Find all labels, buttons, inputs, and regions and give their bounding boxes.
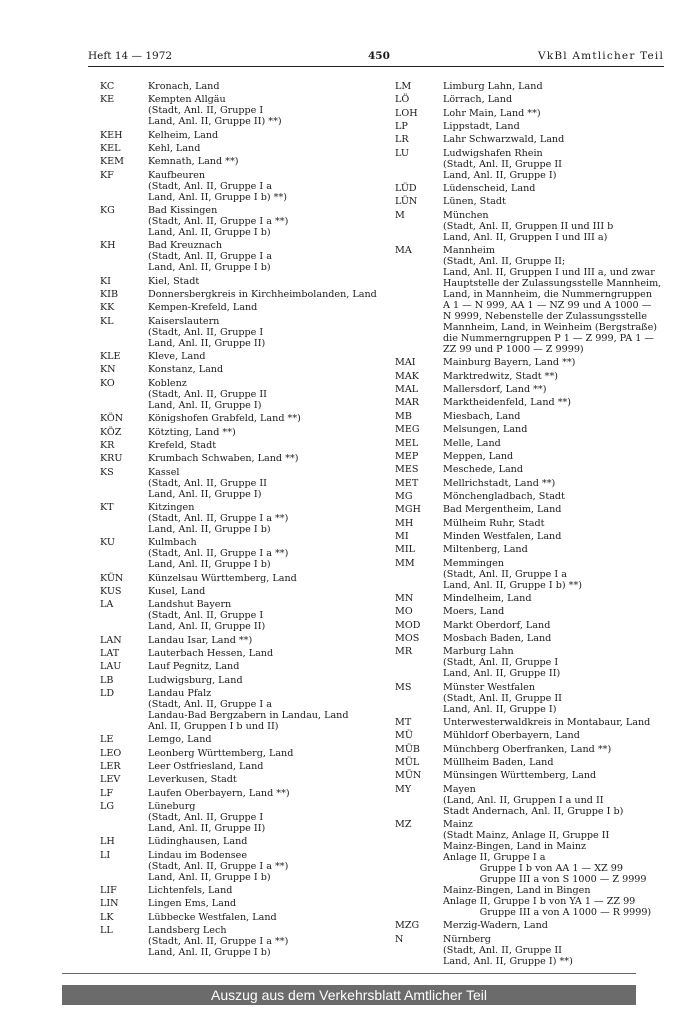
list-item [100,413,380,424]
district-description: Moers, Land [443,606,505,618]
district-description: Mallersdorf, Land **) [443,384,547,396]
district-description: Lünen, Stadt [443,196,506,208]
district-description: Lauf Pegnitz, Land [148,661,240,673]
registration-code: MET [395,477,419,489]
list-item [100,364,380,375]
district-description: Lüneburg (Stadt, Anl. II, Gruppe I Land, Anl. II, Gruppe II) [148,801,266,835]
list-item [100,586,380,597]
registration-code: MÜB [395,743,420,755]
district-description: Lahr Schwarzwald, Land [443,134,565,146]
district-description: Mülheim Ruhr, Stadt [443,517,545,529]
list-item [100,774,380,785]
registration-code: KÜN [100,572,124,584]
registration-code: LF [100,787,114,799]
district-description: Bad Kreuznach (Stadt, Anl. II, Gruppe I a Land, Anl. II, Gruppe I b) [148,240,272,274]
list-item [100,573,380,584]
district-description: Meschede, Land [443,464,523,476]
list-item [100,734,380,745]
list-item [100,537,380,570]
registration-code: MÜ [395,730,413,742]
registration-code: MI [395,530,409,542]
district-description: Kusel, Land [148,585,206,597]
district-description: Landshut Bayern (Stadt, Anl. II, Gruppe I Land, Anl. II, Gruppe II) [148,599,266,633]
list-item [100,427,380,438]
list-item [395,210,665,243]
district-description: Krumbach Schwaben, Land **) [148,453,299,465]
district-description: Kronach, Land [148,81,220,92]
registration-code: MOS [395,632,420,644]
district-description: Leer Ostfriesland, Land [148,761,264,772]
district-description: Lemgo, Land [148,734,212,746]
district-description: Unterwesterwaldkreis in Montabaur, Land [443,717,651,728]
district-description: Leverkusen, Stadt [148,774,237,786]
registration-code: LOH [395,107,418,119]
list-item [100,289,380,300]
list-item [100,440,380,451]
registration-code: MS [395,681,412,693]
list-item [100,850,380,883]
list-item [395,593,665,604]
list-item [395,770,665,781]
list-item [100,378,380,411]
registration-code: LAT [100,647,120,659]
list-item [100,467,380,500]
registration-code: KH [100,240,116,252]
list-item [100,761,380,772]
list-item [395,544,665,555]
registration-code: MIL [395,544,415,556]
list-item [395,183,665,194]
district-description: Lichtenfels, Land [148,885,233,897]
district-description: Kitzingen (Stadt, Anl. II, Gruppe I a **) Land, Anl. II, Gruppe I b) [148,501,289,535]
registration-code: MN [395,592,414,604]
list-item [100,351,380,362]
registration-code: MÜN [395,770,422,782]
district-description: Kehl, Land [148,143,201,155]
list-item [100,156,380,167]
registration-code: MO [395,606,413,618]
issue-label: Heft 14 — 1972 [88,50,173,62]
district-description: Konstanz, Land [148,364,224,376]
registration-code: MEP [395,450,419,462]
district-description: Markt Oberdorf, Land [443,619,551,631]
list-item [100,599,380,632]
district-description: Müllheim Baden, Land [443,757,554,769]
registration-code: LÖ [395,94,410,106]
registration-code: LK [100,911,114,923]
registration-code: MAL [395,384,419,396]
district-description: Lingen Ems, Land [148,898,237,910]
district-description: Kiel, Stadt [148,275,200,287]
district-description: Landau Isar, Land **) [148,634,253,646]
registration-code: MAR [395,397,419,409]
district-description: Kempen-Krefeld, Land [148,302,258,314]
district-description: Bad Kissingen (Stadt, Anl. II, Gruppe I a **) Land, Anl. II, Gruppe I b) [148,205,289,239]
registration-code: LL [100,925,113,937]
district-description: Lüdenscheid, Land [443,183,536,195]
list-item [100,635,380,646]
registration-code: LA [100,599,114,611]
registration-code: KU [100,537,115,549]
registration-code: LB [100,674,114,686]
list-item [395,397,665,408]
registration-code: KLE [100,351,121,363]
list-item [395,558,665,591]
district-description: Münsingen Württemberg, Land [443,770,597,782]
footer-rule [62,973,636,974]
district-description: Kempten Allgäu (Stadt, Anl. II, Gruppe I Land, Anl. II, Gruppe II) **) [148,94,282,128]
list-item [395,451,665,462]
registration-code: MB [395,410,412,422]
registration-code: MM [395,557,415,569]
list-item [395,518,665,529]
list-item [100,276,380,287]
list-item [100,453,380,464]
list-item [395,94,665,105]
list-item [395,134,665,145]
registration-code: KUS [100,585,122,597]
registration-code: KL [100,315,114,327]
district-description: Münchberg Oberfranken, Land **) [443,743,612,755]
district-description: Ludwigsburg, Land [148,674,243,686]
list-item [395,784,665,817]
district-description: Mindelheim, Land [443,592,532,604]
page-header [88,50,664,66]
registration-code: MOD [395,619,421,631]
district-description: Miesbach, Land [443,410,521,422]
registration-code: MÜL [395,757,420,769]
list-item [395,819,665,918]
registration-code: KEL [100,143,121,155]
left-column [100,81,380,960]
district-description: Landsberg Lech (Stadt, Anl. II, Gruppe I a **) Land, Anl. II, Gruppe I b) [148,925,289,959]
list-item [100,748,380,759]
district-description: Kleve, Land [148,351,206,363]
district-description: Merzig-Wadern, Land [443,920,548,932]
district-description: Laufen Oberbayern, Land **) [148,787,290,799]
district-description: Meppen, Land [443,450,514,462]
registration-code: LÜN [395,196,418,208]
list-item [395,531,665,542]
list-item [100,675,380,686]
list-item [100,648,380,659]
registration-code: KO [100,377,115,389]
list-item [100,836,380,847]
district-description: Künzelsau Württemberg, Land [148,572,297,584]
district-description: Nürnberg (Stadt, Anl. II, Gruppe II Land, Anl. II, Gruppe I) **) [443,933,573,967]
list-item [100,912,380,923]
registration-code: KEM [100,156,124,168]
district-description: Mainburg Bayern, Land **) [443,357,576,369]
district-description: Mayen (Land, Anl. II, Gruppen I a und II Stadt Andernach, Anl. II, Gruppe I b) [443,783,624,817]
district-description: Melle, Land [443,437,501,449]
district-description: Donnersbergkreis in Kirchheimbolanden, Land [148,289,377,301]
list-item [395,620,665,631]
registration-code: KC [100,81,115,92]
list-item [395,504,665,515]
district-description: Lauterbach Hessen, Land [148,647,274,659]
district-description: München (Stadt, Anl. II, Gruppen II und III b Land, Anl. II, Gruppen I und III a) [443,209,614,243]
list-item [395,730,665,741]
registration-code: MES [395,464,419,476]
list-item [395,920,665,931]
district-description: Memmingen (Stadt, Anl. II, Gruppe I a Land, Anl. II, Gruppe I b) **) [443,557,583,591]
district-description: Mellrichstadt, Land **) [443,477,556,489]
list-item [395,478,665,489]
list-item [395,491,665,502]
district-description: Bad Mergentheim, Land [443,504,562,516]
list-item [100,302,380,313]
registration-code: KÖZ [100,426,122,438]
registration-code: LER [100,761,121,772]
registration-code: KS [100,466,114,478]
list-item [395,646,665,679]
registration-code: LAN [100,634,122,646]
list-item [395,245,665,355]
registration-code: MA [395,245,412,257]
district-description: Kötzting, Land **) [148,426,236,438]
district-description: Lörrach, Land [443,94,513,106]
list-item [395,148,665,181]
list-item [100,205,380,238]
registration-code: LH [100,836,115,848]
list-item [100,898,380,909]
district-description: Marktredwitz, Stadt **) [443,370,559,382]
district-description: Koblenz (Stadt, Anl. II, Gruppe II Land, Anl. II, Gruppe I) [148,377,267,411]
district-description: Leonberg Württemberg, Land [148,747,294,759]
registration-code: MAK [395,370,419,382]
district-description: Mühldorf Oberbayern, Land [443,730,580,742]
list-item [100,502,380,535]
district-description: Lübbecke Westfalen, Land [148,911,277,923]
registration-code: LM [395,81,412,92]
registration-code: LIN [100,898,119,910]
list-item [395,357,665,368]
list-item [395,717,665,728]
district-description: Kemnath, Land **) [148,156,239,168]
publication-title: VkBl Amtlicher Teil [538,50,664,62]
list-item [395,682,665,715]
district-description: Marktheidenfeld, Land **) [443,397,572,409]
district-description: Lippstadt, Land [443,121,520,133]
registration-code: LIF [100,885,117,897]
registration-code: MR [395,646,413,658]
list-item [100,801,380,834]
list-item [100,788,380,799]
registration-code: MY [395,783,412,795]
district-description: Miltenberg, Land [443,544,528,556]
list-item [100,925,380,958]
registration-code: LEO [100,747,122,759]
district-description: Limburg Lahn, Land [443,81,543,92]
registration-code: KE [100,94,115,106]
district-description: Kelheim, Land [148,129,219,141]
registration-code: KT [100,501,114,513]
registration-code: MT [395,717,412,728]
district-description: Mosbach Baden, Land [443,632,552,644]
registration-code: KIB [100,289,119,301]
right-column [395,81,665,969]
page-number: 450 [368,50,390,62]
list-item [395,196,665,207]
list-item [395,411,665,422]
registration-code: LE [100,734,114,746]
registration-code: KÖN [100,413,124,425]
list-item [395,371,665,382]
registration-code: KI [100,275,111,287]
list-item [100,316,380,349]
list-item [395,464,665,475]
district-description: Mainz (Stadt Mainz, Anlage II, Gruppe II Mainz-Bingen, Land in Mainz Anlage II, Gruppe I a Gruppe I b von AA 1 — XZ 99 Gruppe III a von S 1000 — Z 9999 Mainz-Bingen, Land in Bingen Anlage II, Gruppe I b von YA 1 — ZZ 99 Gruppe III a von A 1000 — R 9999) [443,819,652,919]
district-description: Kulmbach (Stadt, Anl. II, Gruppe I a **) Land, Anl. II, Gruppe I b) [148,537,289,571]
registration-code: KF [100,169,114,181]
district-description: Mönchengladbach, Stadt [443,490,565,502]
registration-code: LG [100,801,115,813]
registration-code: KN [100,364,116,376]
header-rule [88,66,664,67]
registration-code: MGH [395,504,421,516]
footer-banner: Auszug aus dem Verkehrsblatt Amtlicher Teil [62,985,636,1005]
list-item [395,744,665,755]
list-item [395,934,665,967]
list-item [100,661,380,672]
district-description: Königshofen Grabfeld, Land **) [148,413,301,425]
list-item [100,885,380,896]
registration-code: KRU [100,453,123,465]
registration-code: KG [100,205,115,217]
registration-code: LR [395,134,409,146]
registration-code: N [395,933,404,945]
registration-code: LEV [100,774,121,786]
district-description: Melsungen, Land [443,424,528,436]
district-description: Lindau im Bodensee (Stadt, Anl. II, Gruppe I a **) Land, Anl. II, Gruppe I b) [148,849,289,883]
district-description: Münster Westfalen (Stadt, Anl. II, Gruppe II Land, Anl. II, Gruppe I) [443,681,562,715]
list-item [395,757,665,768]
registration-code: LI [100,849,111,861]
district-description: Kaufbeuren (Stadt, Anl. II, Gruppe I a Land, Anl. II, Gruppe I b) **) [148,169,288,203]
registration-code: LD [100,687,115,699]
list-item [395,384,665,395]
registration-code: LP [395,121,408,133]
district-description: Minden Westfalen, Land [443,530,562,542]
district-description: Kaiserslautern (Stadt, Anl. II, Gruppe I Land, Anl. II, Gruppe II) [148,315,266,349]
registration-code: LÜD [395,183,417,195]
registration-code: MAI [395,357,416,369]
district-description: Ludwigshafen Rhein (Stadt, Anl. II, Gruppe II Land, Anl. II, Gruppe I) [443,147,562,181]
registration-code: MG [395,490,413,502]
registration-code: MEL [395,437,419,449]
registration-code: KK [100,302,115,314]
list-item [395,424,665,435]
list-item [100,688,380,732]
list-item [395,81,665,92]
list-item [100,130,380,141]
district-description: Marburg Lahn (Stadt, Anl. II, Gruppe I Land, Anl. II, Gruppe II) [443,646,561,680]
list-item [395,121,665,132]
registration-code: M [395,209,405,221]
list-item [395,108,665,119]
list-item [395,438,665,449]
list-item [100,143,380,154]
district-description: Lohr Main, Land **) [443,107,541,119]
list-item [100,94,380,127]
district-description: Landau Pfalz (Stadt, Anl. II, Gruppe I a Landau-Bad Bergzabern in Landau, Land Anl. II, Gruppen I b und II) [148,687,349,732]
district-description: Mannheim (Stadt, Anl. II, Gruppe II; Land, Anl. II, Gruppen I und III a, und zwar Hauptstelle der Zulassungsstelle Mannheim, Land, in Mannheim, die Nummerngruppen A 1 — N 999, AA 1 — NZ 99 und A 1000 — N 9999, Nebenstelle der Zulassungsstelle Mannheim, Land, in Weinheim (Bergstraße) die Nummerngruppen P 1 — Z 999, PA 1 — ZZ 99 und P 1000 — Z 9999) [443,245,662,356]
district-description: Kassel (Stadt, Anl. II, Gruppe II Land, Anl. II, Gruppe I) [148,466,267,500]
registration-code: LU [395,147,409,159]
registration-code: KR [100,439,115,451]
list-item [100,81,380,92]
registration-code: MZ [395,819,412,831]
list-item [395,606,665,617]
list-item [100,240,380,273]
district-description: Lüdinghausen, Land [148,836,248,848]
registration-code: LAU [100,661,122,673]
list-item [100,170,380,203]
registration-code: MEG [395,424,420,436]
list-item [395,633,665,644]
district-description: Krefeld, Stadt [148,439,217,451]
registration-code: MZG [395,920,420,932]
registration-code: MH [395,517,414,529]
registration-code: KEH [100,129,123,141]
